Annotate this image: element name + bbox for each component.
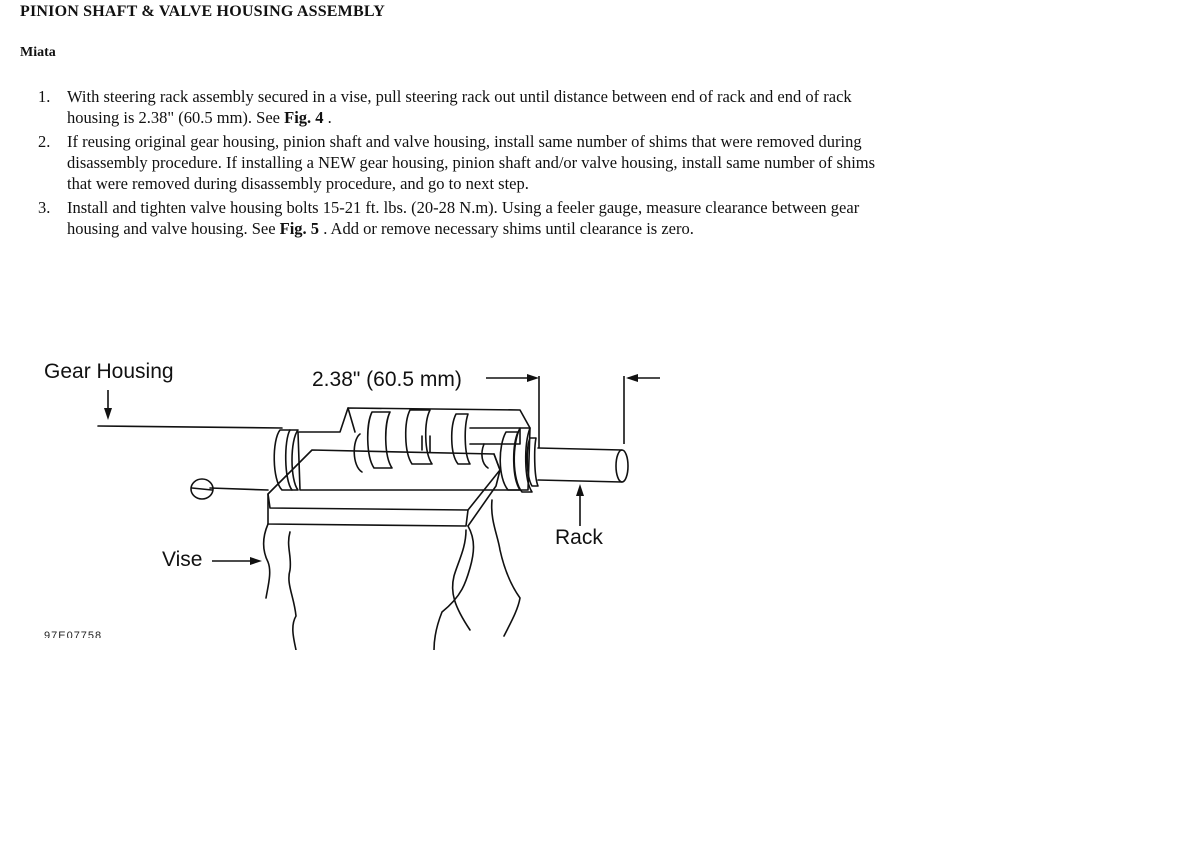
procedure-steps xyxy=(0,86,900,242)
figure-id: 97E07758 xyxy=(44,630,103,638)
page-title: PINION SHAFT & VALVE HOUSING ASSEMBLY xyxy=(20,3,385,20)
arrowhead xyxy=(626,374,638,382)
step-number: 2. xyxy=(38,132,51,151)
steering-rack-figure xyxy=(0,340,720,650)
figure-reference: Fig. 5 xyxy=(279,219,320,238)
vise-jaw xyxy=(268,450,500,510)
step-text-end: . xyxy=(323,108,332,127)
step-text-end: . Add or remove necessary shims until clearance is zero. xyxy=(319,219,694,238)
step-text: If reusing original gear housing, pinion shaft and valve housing, install same number of shims that were removed during disassembly procedure. If installing a NEW gear housing, pinion shaft and/or valve housing, install same number of shims that were removed during disassembly procedure, and go to next step. xyxy=(67,132,876,193)
step-number: 1. xyxy=(38,87,51,106)
gear-housing-tube xyxy=(98,426,282,428)
vehicle-subtitle: Miata xyxy=(20,45,56,60)
step-number: 3. xyxy=(38,198,51,217)
vise-body xyxy=(264,524,297,650)
arrowhead xyxy=(250,557,262,565)
figure-reference: Fig. 4 xyxy=(284,108,324,127)
procedure-step-1 xyxy=(0,86,900,128)
dimension-label: 2.38" (60.5 mm) xyxy=(312,368,462,391)
arrowhead xyxy=(104,408,112,420)
step-text: Install and tighten valve housing bolts 15-21 ft. lbs. (20-28 N.m). Using a feeler gauge, measure clearance between gear housing and valve housing. See xyxy=(67,198,860,238)
procedure-step-3 xyxy=(0,197,900,239)
gear-housing-tube-lower xyxy=(210,488,268,490)
step-text: With steering rack assembly secured in a vise, pull steering rack out until distance between end of rack and end of rack housing is 2.38" (60.5 mm). See xyxy=(67,87,852,127)
gear-housing-label: Gear Housing xyxy=(44,360,174,383)
valve-housing xyxy=(298,408,530,490)
rack-shaft xyxy=(538,448,622,482)
rack-label: Rack xyxy=(555,526,603,549)
arrowhead xyxy=(527,374,539,382)
vise-label: Vise xyxy=(162,548,203,571)
procedure-step-2 xyxy=(0,131,900,194)
arrowhead xyxy=(576,484,584,496)
